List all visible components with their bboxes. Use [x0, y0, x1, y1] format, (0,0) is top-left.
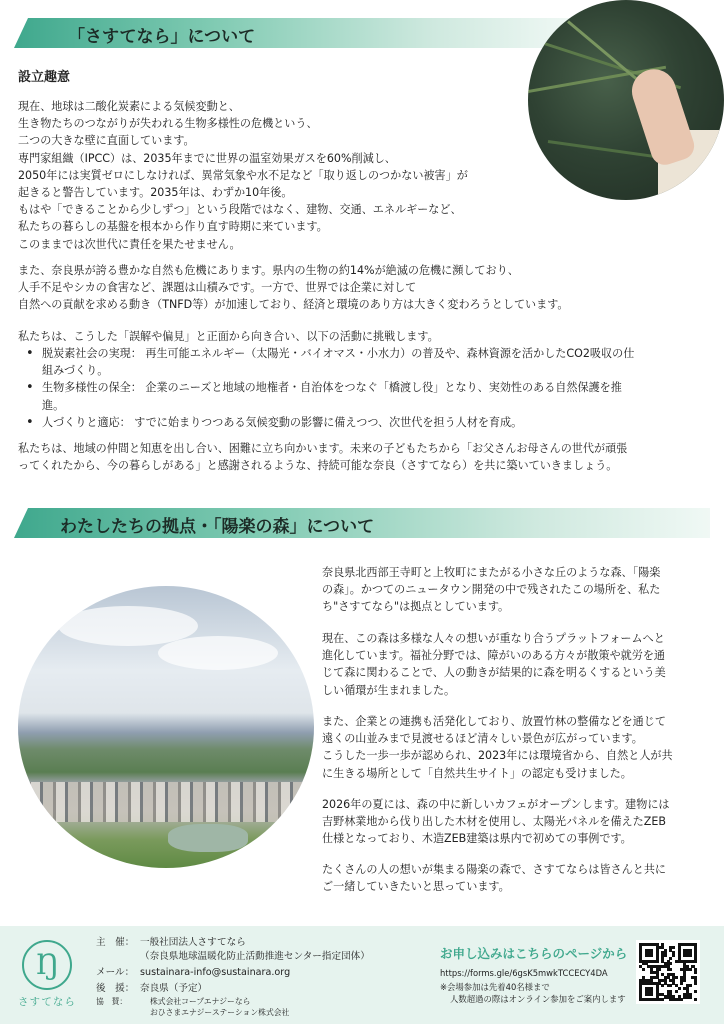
forest-platform-paragraph — [322, 630, 708, 699]
founding-paragraph — [18, 98, 538, 253]
sponsor-name-1: 株式会社コープエナジーなら — [150, 997, 251, 1006]
text-line: 奈良県北西部王寺町と上牧町にまたがる小さな丘のような森、「陽楽 — [322, 566, 661, 579]
subheading-founding: 設立趣意 — [18, 70, 71, 85]
text-line: に生きる場所として「自然共生サイト」の認定も受けました。 — [322, 766, 632, 780]
section-title: 「さすてなら」について — [68, 27, 256, 47]
mail-line: メール： sustainara-info@sustainara.org — [96, 967, 291, 978]
text-line: 私たちの暮らしの基盤を根本から作り直す時期に来ています。 — [18, 220, 328, 234]
forest-intro-paragraph — [322, 564, 708, 616]
challenge-intro: 私たちは、こうした「誤解や偏見」と正面から向き合い、以下の活動に挑戦します。 — [18, 330, 439, 343]
text-line: 吉野林業地から伐り出した木材を使用し、太陽光パネルを備えたZEB — [322, 815, 666, 829]
section-title-band-2 — [14, 508, 710, 538]
apply-note-capacity: ※会場参加は先着40名様まで — [440, 982, 550, 992]
activity-item-line: • 脱炭素社会の実現： 再生可能エネルギー（太陽光・バイオマス・小水力）の普及や、森林資源を活かしたCO2吸収の仕 — [42, 347, 635, 360]
support-name: 奈良県（予定） — [140, 983, 208, 994]
sustainara-logo-icon: Ŋ — [22, 940, 72, 990]
text-line: また、企業との連携も活発化しており、放置竹林の整備などを通じて — [322, 715, 666, 728]
sponsor-line: 協 賛： 株式会社コープエナジーなら — [96, 997, 251, 1006]
forest-closing-paragraph — [322, 861, 708, 895]
closing-paragraph — [18, 440, 708, 474]
organizer-name: 一般社団法人さすてなら — [140, 937, 246, 948]
qr-code-icon[interactable] — [636, 940, 700, 1004]
text-line: ち"さすてなら"は拠点としています。 — [322, 600, 510, 614]
text-line: 現在、この森は多様な人々の想いが重なり合うプラットフォームへと — [322, 632, 665, 645]
text-line: 仕様となっており、木造ZEB建築は県内で初めての事例です。 — [322, 832, 632, 846]
forest-cafe-paragraph — [322, 796, 708, 848]
apply-title: お申し込みはこちらのページから — [440, 946, 628, 961]
mail-link[interactable]: sustainara-info@sustainara.org — [140, 967, 291, 978]
text-line: しい循環が生まれました。 — [322, 683, 456, 697]
activity-item-line: • 人づくりと適応： すでに始まりつつある気候変動の影響に備えつつ、次世代を担う人材を育成。 — [42, 415, 523, 429]
text-line: の森」。かつてのニュータウン開発の中で残されたこの場所を、私た — [322, 583, 661, 597]
organizer-note: （奈良県地球温暖化防止活動推進センター指定団体） — [140, 951, 370, 962]
apply-note-online: 人数超過の際はオンライン参加をご案内します — [450, 994, 626, 1004]
activity-item — [24, 414, 692, 431]
text-line: 起きると警告しています。2035年は、わずか10年後。 — [18, 186, 293, 200]
organizer-line: 主 催： 一般社団法人さすてなら — [96, 937, 246, 948]
activity-item-line: 組みづくり。 — [42, 364, 109, 378]
text-line: もはや「できることから少しずつ」という段階ではなく、建物、交通、エネルギーなど、 — [18, 203, 462, 217]
text-line: 遠くの山並みまで見渡せるほど清々しい景色が広がっています。 — [322, 732, 643, 746]
text-line: 2026年の夏には、森の中に新しいカフェがオープンします。建物には — [322, 798, 670, 811]
activity-item-line: • 生物多様性の保全： 企業のニーズと地域の地権者・自治体をつなぐ「橋渡し役」となり、実効性のある自然保護を推 — [42, 381, 622, 395]
sponsor-name-2: おひさまエナジーステーション株式会社 — [150, 1008, 290, 1017]
activity-item-line: 進。 — [42, 398, 65, 412]
support-line: 後 援： 奈良県（予定） — [96, 983, 208, 994]
text-line: こうした一歩一歩が認められ、2023年には環境省から、自然と人が共 — [322, 749, 673, 763]
activity-item — [24, 345, 692, 379]
text-line: また、奈良県が誇る豊かな自然も危機にあります。県内の生物の約14%が絶滅の危機に瀕しており、 — [18, 264, 519, 277]
text-line: 進化しています。福祉分野では、障がいのある方々が散策や就労を通 — [322, 649, 666, 663]
text-line: このままでは次世代に責任を果たせません。 — [18, 237, 241, 251]
logo-text: さすてなら — [18, 996, 76, 1008]
section-title-band — [14, 18, 574, 48]
text-line: ご一緒していきたいと思っています。 — [322, 880, 510, 894]
text-line: 現在、地球は二酸化炭素による気候変動と、 — [18, 100, 240, 113]
text-line: 人手不足やシカの食害など、課題は山積みです。一方で、世界では企業に対して — [18, 281, 417, 295]
forest-partnership-paragraph — [322, 713, 708, 782]
activity-item — [24, 379, 692, 413]
hand-branch-photo — [528, 0, 724, 200]
text-line: 二つの大きな壁に直面しています。 — [18, 134, 195, 148]
text-line: 2050年には実質ゼロにしなければ、異常気象や水不足など「取り返しのつかない被害」が — [18, 168, 468, 182]
town-landscape-photo — [18, 586, 314, 868]
text-line: たくさんの人の想いが集まる陽楽の森で、さすてならは皆さんと共に — [322, 863, 667, 876]
text-line: ってくれたから、今の暮らしがある」と感謝されるような、持続可能な奈良（さすてなら）を共に築いていきましょう。 — [18, 459, 618, 473]
section-title-2: わたしたちの拠点・「陽楽の森」について — [60, 517, 375, 537]
activity-list — [24, 345, 692, 431]
text-line: 私たちは、地域の仲間と知恵を出し合い、困難に立ち向かいます。未来の子どもたちから「お父さんお母さんの世代が頑張 — [18, 442, 628, 455]
nature-paragraph — [18, 262, 698, 314]
footer — [0, 926, 724, 1024]
apply-link[interactable]: https://forms.gle/6gsK5mwkTCCECY4DA — [440, 968, 608, 978]
text-line: 生き物たちのつながりが失われる生物多様性の危機という、 — [18, 117, 318, 131]
text-line: 専門家組織（IPCC）は、2035年までに世界の温室効果ガスを60%削減し、 — [18, 151, 396, 165]
text-line: 自然への貢献を求める動き（TNFD等）が加速しており、経済と環境のあり方は大きく変わろうとしています。 — [18, 298, 569, 312]
text-line: じて森に関わることで、人の動きが結果的に森を明るくするという美 — [322, 666, 666, 680]
